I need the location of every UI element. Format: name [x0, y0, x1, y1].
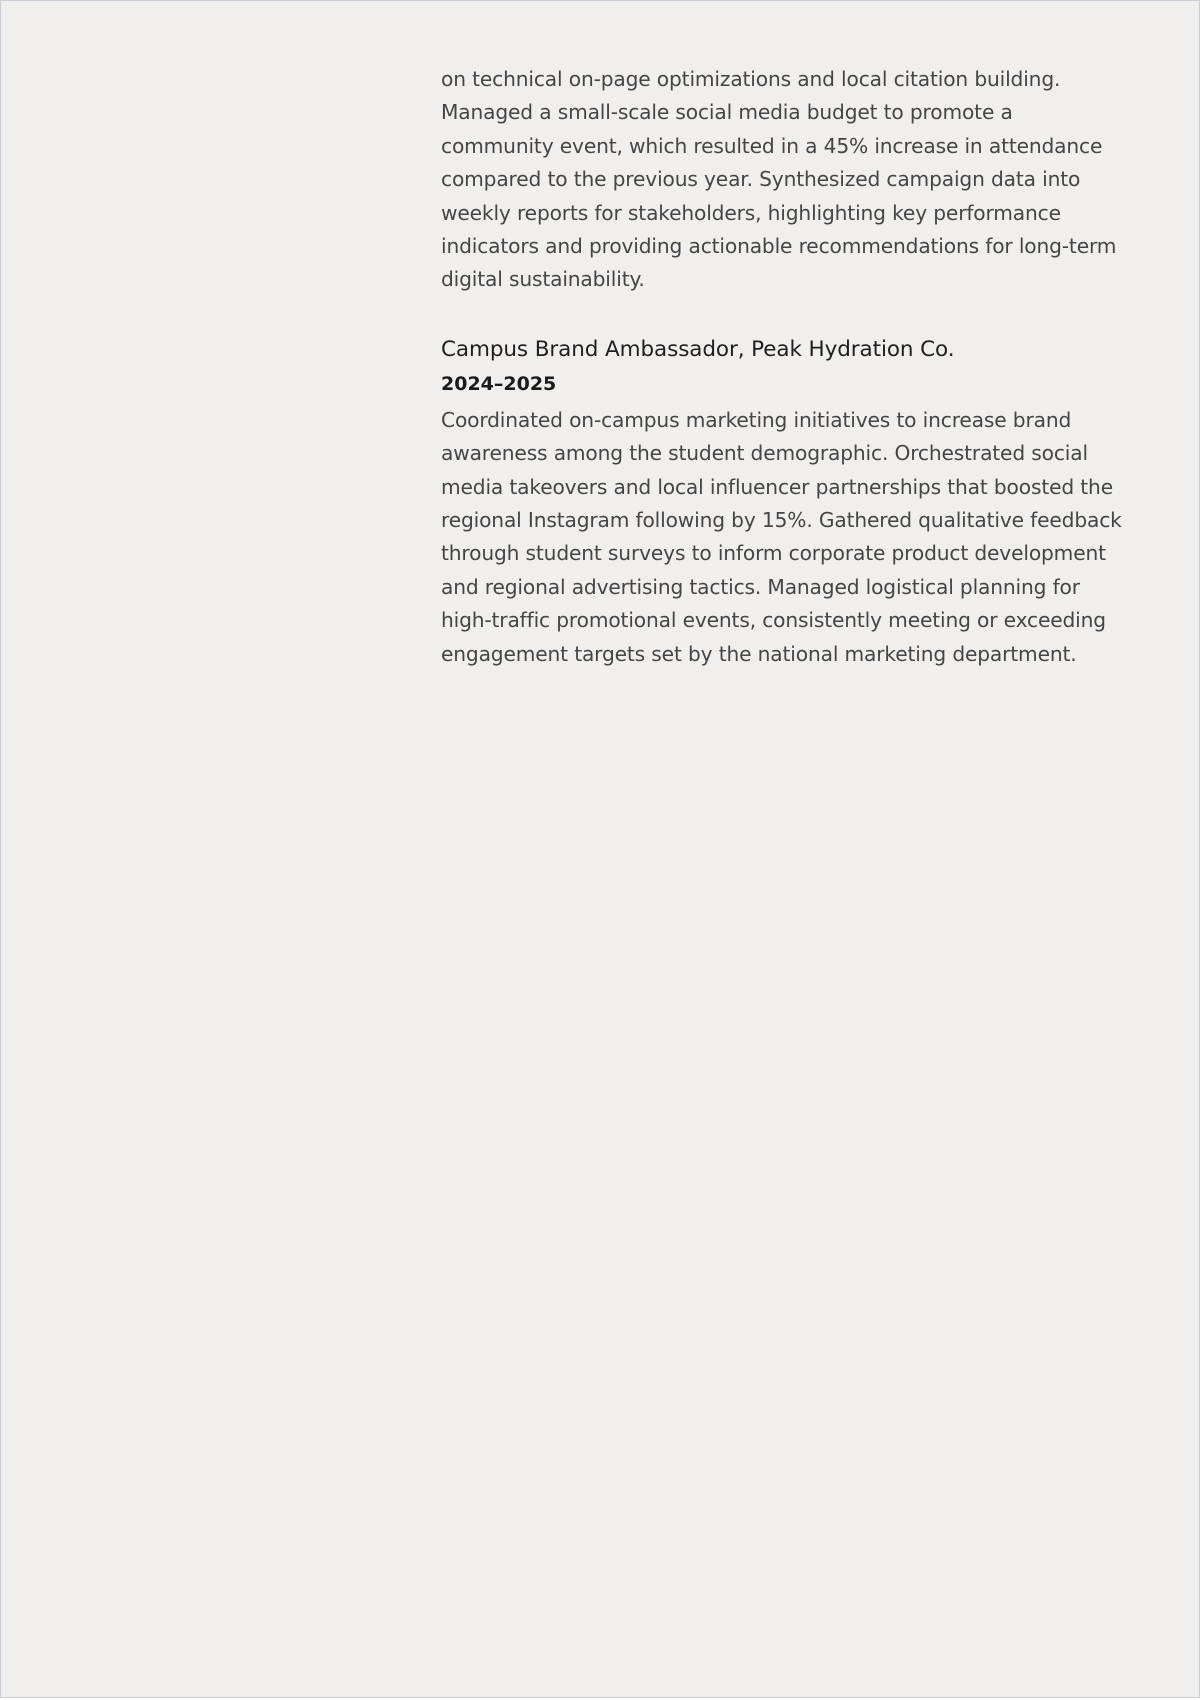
previous-job-description: on technical on-page optimizations and local citation building. Managed a small-scale social media budget to promote a community event, which resulted in a 45% increase in attendance compared to the previous year. Synthesized campaign data into weekly reports for stakeholders, highlighting key performance indicators and providing actionable recommendations for long-term digital sustainability. — [441, 67, 1117, 292]
job-dates: 2024–2025 — [441, 372, 557, 395]
job-description: Coordinated on-campus marketing initiatives to increase brand awareness among the student demographic. Orchestrated social media takeovers and local influencer partnerships that boosted the regional Instagram following by 15%. Gathered qualitative feedback through student surveys to inform corporate product development and regional advertising tactics. Managed logistical planning for high-traffic promotional events, consistently meeting or exceeding engagement targets set by the national marketing department. — [441, 407, 1122, 666]
job-entry — [441, 333, 1131, 671]
experience-section — [441, 63, 1131, 671]
job-title: Campus Brand Ambassador, Peak Hydration Co. — [441, 336, 955, 362]
